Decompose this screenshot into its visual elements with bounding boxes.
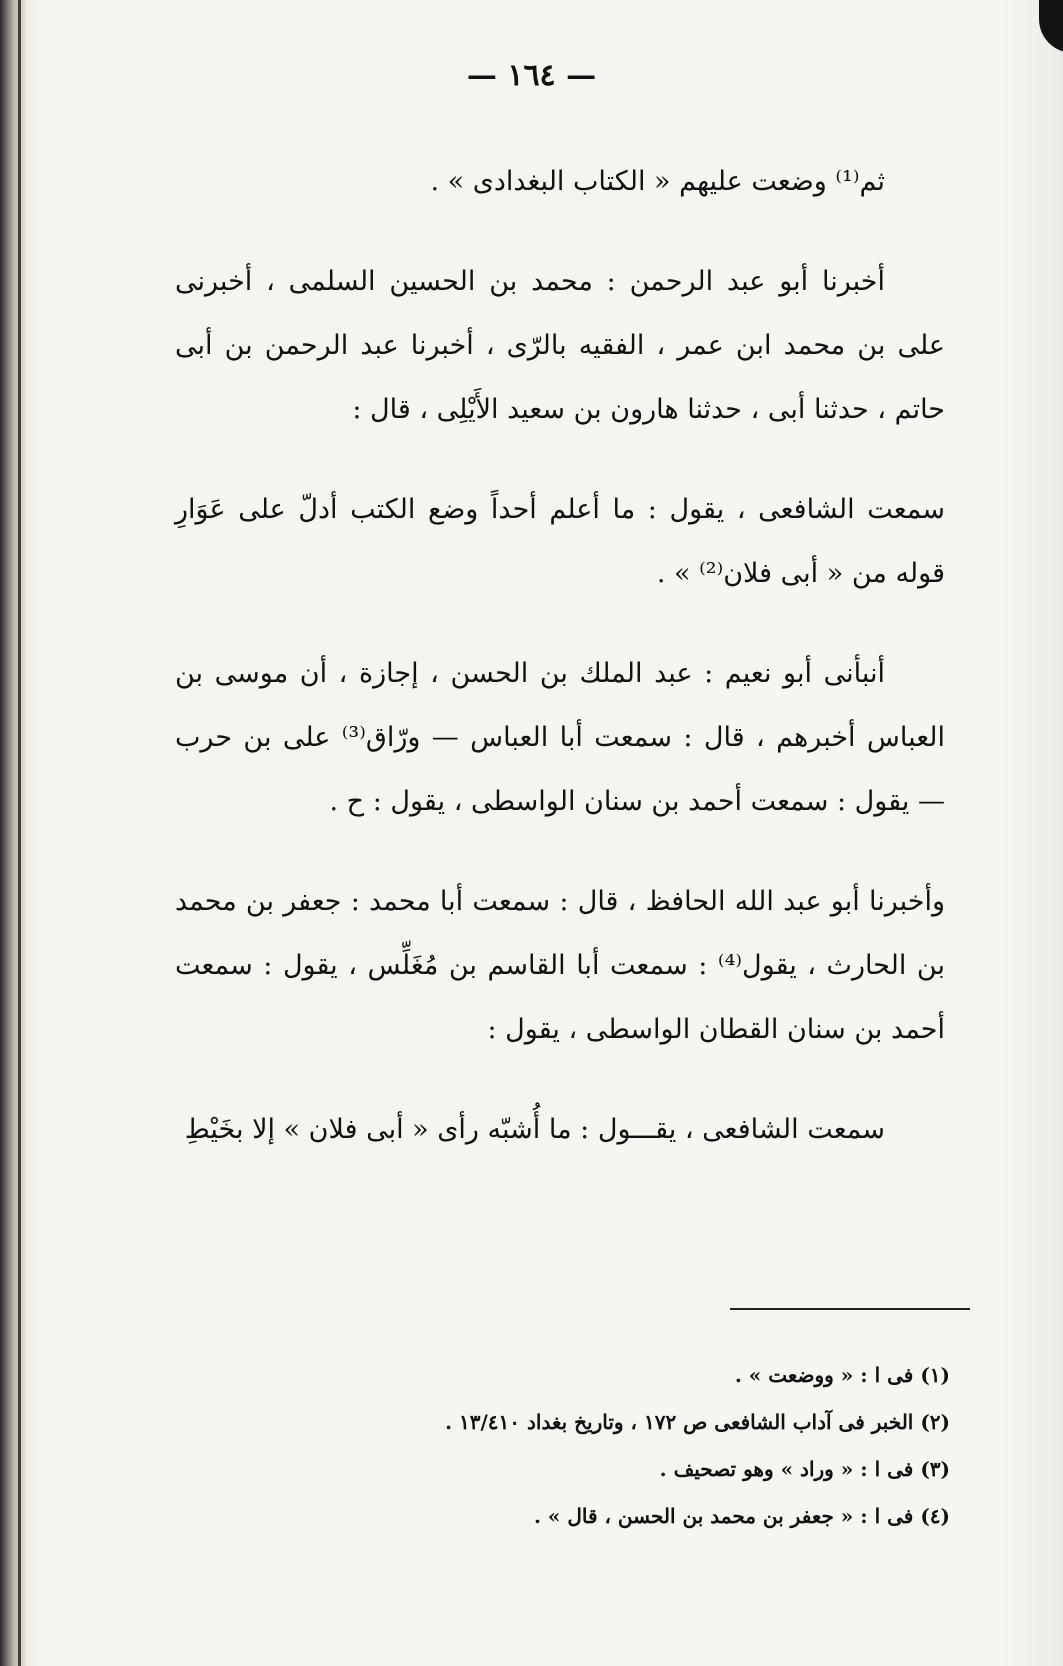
footnote-1: (١) فى ا : « ووضعت » . [734, 1363, 950, 1387]
paragraph-4: أنبأنى أبو نعيم : عبد الملك بن الحسن ، إجازة ، أن موسى بن العباس أخبرهم ، قال : سمعت أبا العباس — ورّاق⁽³⁾ على بن حرب — يقول : سمعت أحمد بن سنان الواسطى ، يقول : ح . [175, 658, 945, 817]
page-number: — ١٦٤ — [466, 58, 597, 93]
binding-shadow [0, 0, 26, 1666]
paragraph-6: سمعت الشافعى ، يقـــول : ما أُشبّه رأى « أبى فلان » إلا بخَيْطِ [184, 1114, 885, 1145]
paragraph-5: وأخبرنا أبو عبد الله الحافظ ، قال : سمعت أبا محمد : جعفر بن محمد بن الحارث ، يقول⁽⁴⁾ : سمعت أبا القاسم بن مُغَلِّس ، يقول : سمعت أحمد بن سنان القطان الواسطى ، يقول : [175, 886, 945, 1045]
binding-edge-line [18, 0, 21, 1666]
footnote-2: (٢) الخبر فى آداب الشافعى ص ١٧٢ ، وتاريخ بغداد ١٣/٤١٠ . [445, 1410, 950, 1434]
paragraph-1: ثم⁽¹⁾ وضعت عليهم « الكتاب البغدادى » . [430, 166, 885, 197]
paragraph-3: سمعت الشافعى ، يقول : ما أعلم أحداً وضع الكتب أدلّ على عَوَارِ قوله من « أبى فلان⁽²⁾ » . [175, 494, 945, 589]
corner-ink-mark [1039, 0, 1063, 53]
footnote-divider [730, 1308, 970, 1310]
main-text [175, 150, 945, 1198]
footnotes [300, 1352, 950, 1540]
footnote-4: (٤) فى ا : « جعفر بن محمد بن الحسن ، قال » . [533, 1504, 950, 1528]
footnote-3: (٣) فى ا : « وراد » وهو تصحيف . [659, 1457, 950, 1481]
paragraph-2: أخبرنا أبو عبد الرحمن : محمد بن الحسين السلمى ، أخبرنى على بن محمد ابن عمر ، الفقيه بالرّى ، أخبرنا عبد الرحمن بن أبى حاتم ، حدثنا أبى ، حدثنا هارون بن سعيد الأَيْلِى ، قال : [175, 266, 945, 425]
